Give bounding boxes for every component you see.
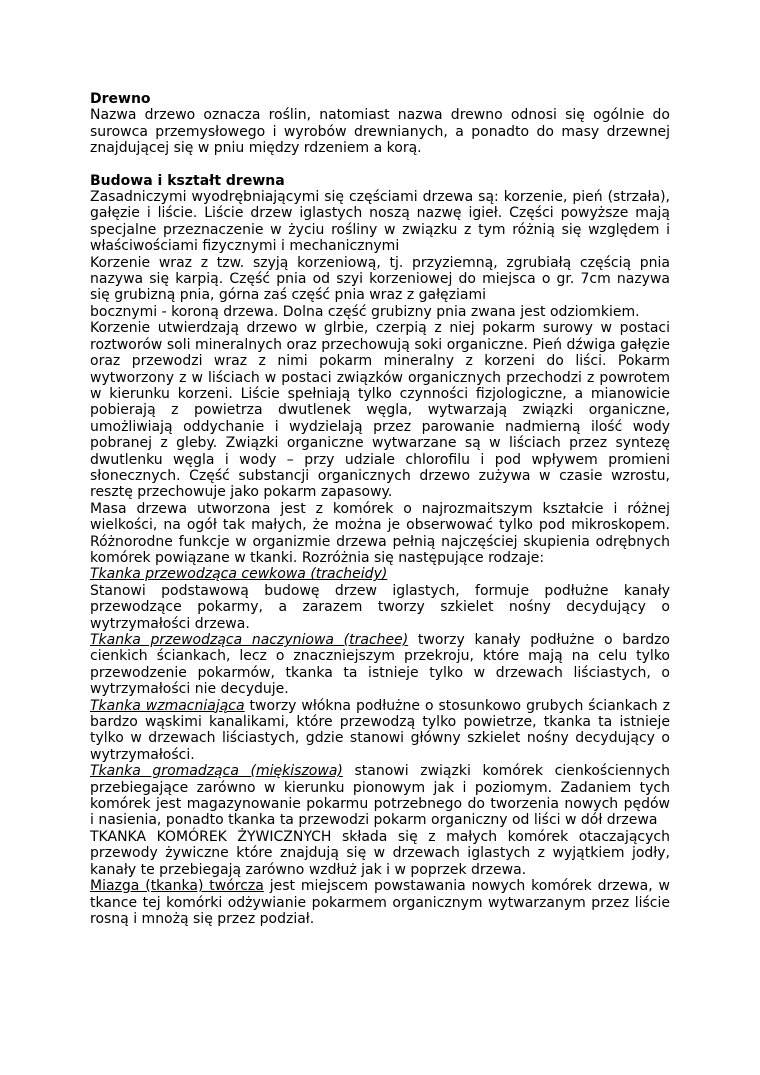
document-page: [90, 91, 670, 927]
paragraph: Korzenie wraz z tzw. szyją korzeniową, tj. przyziemną, zgrubiałą częścią pnia nazywa się karpią. Część pnia od szyi korzeniowej do miejsca o gr. 7cm nazywa się grubizną pnia, górna zaś część pnia wraz z gałęziami: [90, 254, 670, 304]
paragraph: [90, 878, 670, 927]
paragraph: Zasadniczymi wyodrębniającymi się częściami drzewa są: korzenie, pień (strzała), gałęzie i liście. Liście drzew iglastych noszą nazwę igieł. Części powyższe mają specjalne przeznaczenie w życiu rośliny w związku z tym różnią się względem i właściwościami fizycznymi i mechanicznymi: [90, 189, 670, 255]
tissue-label: Tkanka gromadząca (miękiszowa): [90, 763, 343, 780]
tissue-text: tworzy włókna podłużne o stosunkowo grubych ściankach z bardzo wąskimi kanalikami, które przewodzą tylko powietrze, tkanka ta istnieje tylko w drzewach liściastych, gdzie stanowi główny szkielet nośny decydujący o wytrzymałości.: [90, 697, 670, 763]
section-title-drewno: Drewno: [90, 91, 151, 107]
paragraph: bocznymi - koroną drzewa. Dolna część grubizny pnia zwana jest odziomkiem.: [90, 303, 640, 320]
paragraph: Stanowi podstawową budowę drzew iglastych, formuje podłużne kanały przewodzące pokarmy, a zarazem tworzy szkielet nośny decydujący o wytrzymałości drzewa.: [90, 582, 670, 632]
paragraph: [90, 632, 670, 698]
paragraph: [90, 763, 670, 829]
tissue-text: stanowi związki komórek cienkościennych przebiegające zarówno w kierunku pionowym jak i poziomym. Zadaniem tych komórek jest magazynowanie pokarmu potrzebnego do tworzenia nowych pędów i nasienia, ponadto tkanka ta przewodzi pokarm organiczny od liści w dół drzewa: [90, 763, 670, 829]
tissue-label: Tkanka wzmacniająca: [90, 697, 245, 714]
tissue-label: Miazga (tkanka) twórcza: [90, 878, 264, 895]
section-title-budowa: Budowa i kształt drewna: [90, 172, 285, 189]
tissue-text: jest miejscem powstawania nowych komórek drzewa, w tkance tej komórki odżywianie pokarmem organicznym wytwarzanym przez liście rosną i mnożą się przez podział.: [90, 878, 670, 927]
paragraph: [90, 698, 670, 764]
paragraph: Nazwa drzewo oznacza roślin, natomiast nazwa drewno odnosi się ogólnie do surowca przemysłowego i wyrobów drewnianych, a ponadto do masy drzewnej znajdującej się w pniu między rdzeniem a korą.: [90, 107, 670, 157]
tissue-label: Tkanka przewodząca naczyniowa (trachee): [90, 632, 409, 648]
paragraph: Masa drzewa utworzona jest z komórek o najrozmaitszym kształcie i różnej wielkości, na ogół tak małych, że można je obserwować tylko pod mikroskopem. Różnorodne funkcje w organizmie drzewa pełnią najczęściej skupienia odrębnych komórek powiązane w tkanki. Rozróżnia się następujące rodzaje:: [90, 500, 670, 566]
paragraph: Korzenie utwierdzają drzewo w glrbie, czerpią z niej pokarm surowy w postaci roztworów soli mineralnych oraz przechowują soki organiczne. Pień dźwiga gałęzie oraz przewodzi wraz z nimi pokarm mineralny z korzeni do liści. Pokarm wytworzony z w liściach w postaci związków organicznych przechodzi z powrotem w kierunku korzeni. Liście spełniają tylko czynności fizjologiczne, a mianowicie pobierają z powietrza dwutlenek węgla, wytwarzają związki organiczne, umożliwiają oddychanie i wydzielają przez parowanie nadmierną ilość wody pobranej z gleby. Związki organiczne wytwarzane są w liściach przez syntezę dwutlenku węgla i wody – przy udziale chlorofilu i pod wpływem promieni słonecznych. Część substancji organicznych drzewo zużywa w czasie wzrostu, resztę przechowuje jako pokarm zapasowy.: [90, 320, 670, 501]
tissue-heading: [90, 566, 670, 582]
tissue-label: Tkanka przewodząca cewkowa (tracheidy): [90, 566, 388, 583]
tissue-text: tworzy kanały podłużne o bardzo cienkich ściankach, lecz o znaczniejszym przekroju, które mają na celu tylko przewodzenie pokarmów, tkanka ta istnieje tylko w drzewach liściastych, o wytrzymałości nie decyduje.: [90, 632, 671, 698]
paragraph-gap: [90, 157, 670, 173]
paragraph: TKANKA KOMÓREK ŻYWICZNYCH składa się z małych komórek otaczających przewody żywiczne które znajdują się w drzewach iglastych z wyjątkiem jodły, kanały te przebiegają zarówno wzdłuż jak i w poprzek drzewa.: [90, 828, 670, 878]
